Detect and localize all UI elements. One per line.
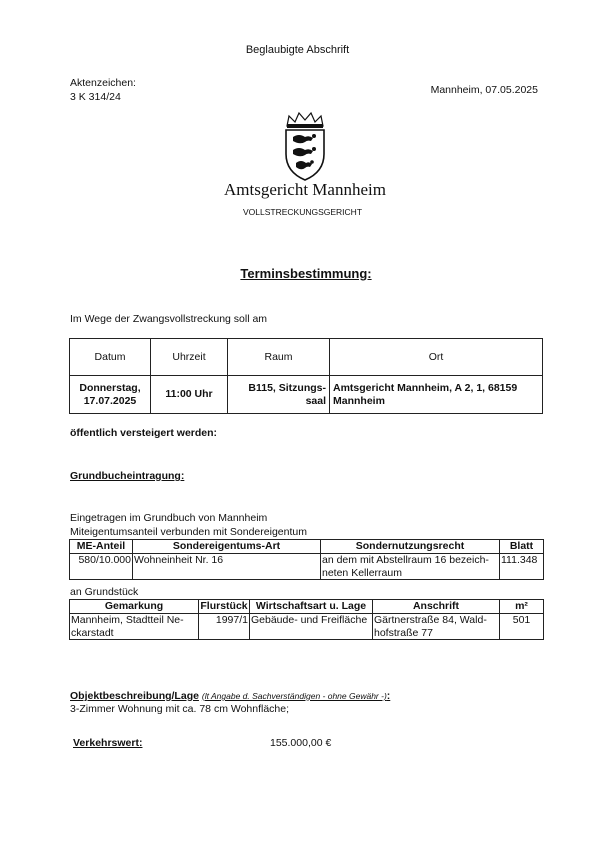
grundstueck-header-row [70,600,544,614]
court-subtitle: VOLLSTRECKUNGSGERICHT [242,207,363,217]
col-header-sondereigentum: Sondereigentums-Art [133,540,321,554]
auction-statement: öffentlich versteigert werden: [70,427,218,439]
place-date: Mannheim, 07.05.2025 [430,84,538,96]
grundbuch-line-2: Miteigentumsanteil verbunden mit Sondereigentum [70,525,307,538]
court-name: Amtsgericht Mannheim [224,180,386,199]
case-number-label: Aktenzeichen: [70,77,136,89]
blatt: 111.348 [500,554,544,580]
grundstueck-label: an Grundstück [70,586,139,598]
intro-text: Im Wege der Zwangsvollstreckung soll am [70,313,268,325]
verkehrswert-label: Verkehrswert: [73,737,143,749]
sondernutzungsrecht: an dem mit Abstellraum 16 bezeich- neten Kellerraum [321,554,500,580]
termin-header-row [70,339,543,376]
wirtschaftsart: Gebäude- und Freifläche [250,614,373,640]
col-header-ort: Ort [330,339,543,376]
col-header-wirtschaftsart: Wirtschaftsart u. Lage [250,600,373,614]
objekt-colon: : [386,690,391,702]
flurstueck: 1997/1 [199,614,250,640]
grundstueck-table [69,599,544,640]
termin-uhrzeit: 11:00 Uhr [151,376,228,414]
gemarkung: Mannheim, Stadtteil Ne- ckarstadt [70,614,199,640]
miteigentum-header-row [70,540,544,554]
col-header-sondernutzung: Sondernutzungsrecht [321,540,500,554]
objekt-note: (lt Angabe d. Sachverständigen - ohne Gewähr -) [201,691,387,701]
col-header-anschrift: Anschrift [373,600,500,614]
termin-datum: Donnerstag, 17.07.2025 [70,376,151,414]
case-number: 3 K 314/24 [70,91,121,103]
col-header-qm: m² [500,600,544,614]
me-anteil: 580/10.000 [70,554,133,580]
termin-ort: Amtsgericht Mannheim, A 2, 1, 68159 Mannheim [330,376,543,414]
col-header-flurstueck: Flurstück [200,600,248,612]
grundstueck-row [70,614,544,640]
flaeche-qm: 501 [500,614,544,640]
termin-table [69,338,543,414]
anschrift: Gärtnerstraße 84, Wald- hofstraße 77 [373,614,500,640]
grundbuch-heading: Grundbucheintragung: [70,470,185,482]
case-number-block [70,76,136,104]
objekt-heading-line [70,690,390,702]
objekt-description: 3-Zimmer Wohnung mit ca. 78 cm Wohnfläche; [70,703,290,715]
baden-wuerttemberg-coat-of-arms-icon [277,110,333,182]
document-title: Beglaubigte Abschrift [245,44,350,56]
verkehrswert-value: 155.000,00 € [270,737,332,749]
page-heading: Terminsbestimmung: [240,266,372,281]
col-header-gemarkung: Gemarkung [70,600,199,614]
termin-raum: B115, Sitzungs- saal [228,376,330,414]
grundbuch-line-1: Eingetragen im Grundbuch von Mannheim [70,512,268,524]
col-header-me-anteil: ME-Anteil [70,540,133,554]
col-header-datum: Datum [70,339,151,376]
col-header-blatt: Blatt [500,540,544,554]
miteigentum-table [69,539,544,580]
grundbuch-intro [70,512,307,539]
col-header-raum: Raum [228,339,330,376]
miteigentum-row [70,554,544,580]
col-header-uhrzeit: Uhrzeit [151,339,228,376]
sondereigentum-art: Wohneinheit Nr. 16 [133,554,321,580]
termin-row [70,376,543,414]
objekt-label: Objektbeschreibung/Lage [70,690,199,702]
